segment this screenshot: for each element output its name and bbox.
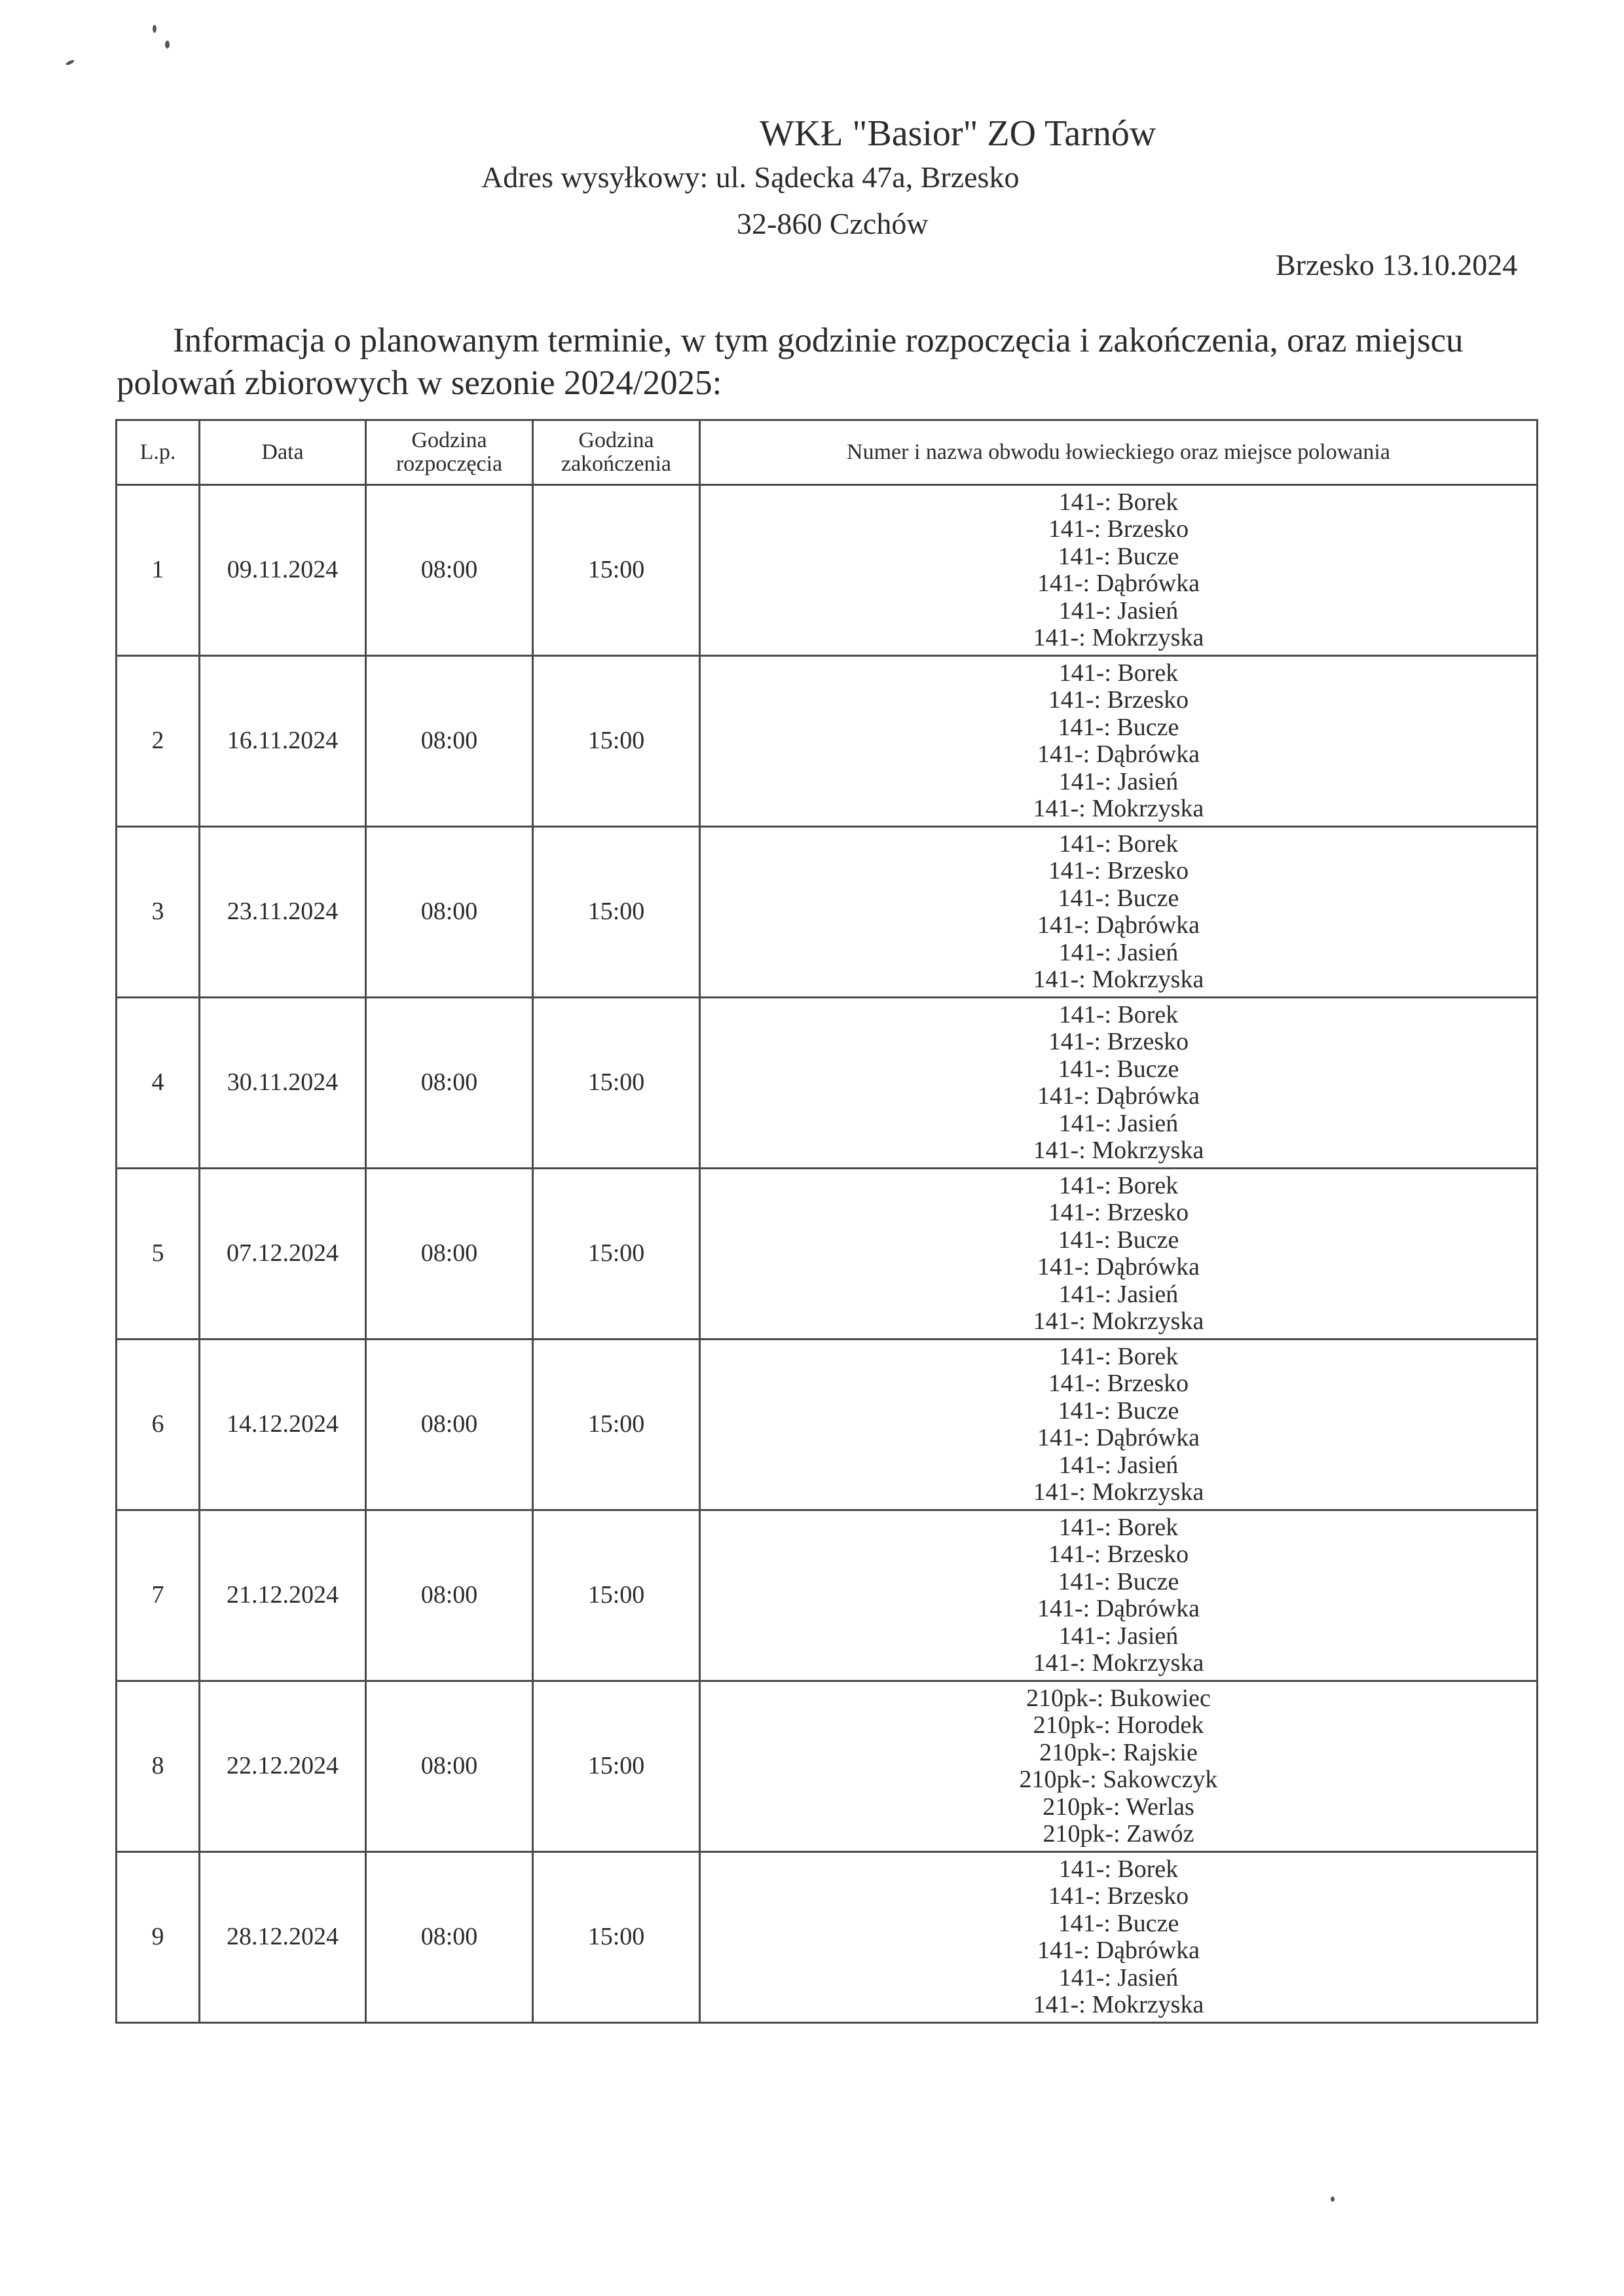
cell-date: 23.11.2024 xyxy=(200,827,366,998)
hunting-ground-entry: 141-: Brzesko xyxy=(1048,1882,1189,1910)
hunting-ground-entry: 141-: Mokrzyska xyxy=(1033,1478,1204,1506)
table-row xyxy=(117,1510,1538,1681)
cell-start-time: 08:00 xyxy=(366,1510,533,1681)
cell-start-time: 08:00 xyxy=(366,1339,533,1510)
hunting-ground-entry: 141-: Jasień xyxy=(1058,1963,1179,1992)
postal-city: 32-860 Czchów xyxy=(737,207,929,240)
hunting-ground-entry: 141-: Jasień xyxy=(1058,1622,1179,1650)
hunting-ground-entry: 141-: Dąbrówka xyxy=(1037,911,1200,939)
cell-places xyxy=(700,998,1538,1169)
hunting-ground-entry: 141-: Mokrzyska xyxy=(1033,1649,1204,1677)
hunting-ground-entry: 141-: Jasień xyxy=(1058,767,1179,795)
hunting-ground-entry: 141-: Dąbrówka xyxy=(1037,1253,1200,1281)
table-row xyxy=(117,1339,1538,1510)
hunting-ground-entry: 141-: Borek xyxy=(1058,488,1179,516)
table-row xyxy=(117,1681,1538,1852)
cell-lp: 6 xyxy=(117,1339,200,1510)
cell-end-time: 15:00 xyxy=(533,998,700,1169)
hunting-ground-entry: 141-: Bucze xyxy=(1058,713,1179,741)
hunting-ground-entry: 141-: Mokrzyska xyxy=(1033,795,1204,822)
scan-mark xyxy=(65,59,75,65)
table-row xyxy=(117,1169,1538,1339)
hunting-ground-entry: 141-: Mokrzyska xyxy=(1033,624,1204,651)
hunting-ground-entry: 210pk-: Werlas xyxy=(1043,1793,1194,1821)
cell-date: 14.12.2024 xyxy=(200,1339,366,1510)
cell-places xyxy=(700,1852,1538,2023)
cell-places xyxy=(700,1681,1538,1852)
table-row xyxy=(117,485,1538,656)
hunting-ground-entry: 141-: Borek xyxy=(1058,1855,1179,1883)
table-row xyxy=(117,1852,1538,2023)
hunting-ground-entry: 141-: Brzesko xyxy=(1048,1028,1189,1055)
scan-mark xyxy=(153,25,157,33)
cell-end-time: 15:00 xyxy=(533,1339,700,1510)
hunting-ground-entry: 141-: Dąbrówka xyxy=(1037,1595,1200,1622)
cell-start-time: 08:00 xyxy=(366,1852,533,2023)
cell-end-time: 15:00 xyxy=(533,656,700,827)
cell-start-time: 08:00 xyxy=(366,827,533,998)
hunting-ground-entry: 141-: Bucze xyxy=(1058,1055,1179,1083)
hunting-ground-entry: 141-: Jasień xyxy=(1058,938,1179,966)
cell-lp: 9 xyxy=(117,1852,200,2023)
hunting-ground-entry: 141-: Bucze xyxy=(1058,1226,1179,1254)
cell-start-time: 08:00 xyxy=(366,485,533,656)
header-start-line2: rozpoczęcia xyxy=(396,452,503,476)
hunting-ground-entry: 141-: Mokrzyska xyxy=(1033,1137,1204,1164)
cell-date: 28.12.2024 xyxy=(200,1852,366,2023)
mailing-address: Adres wysyłkowy: ul. Sądecka 47a, Brzesko xyxy=(481,160,1020,194)
header-end-line2: zakończenia xyxy=(561,452,671,476)
organization-title: WKŁ "Basior" ZO Tarnów xyxy=(760,113,1156,154)
scan-mark xyxy=(1331,2196,1335,2202)
hunting-ground-entry: 141-: Brzesko xyxy=(1048,857,1189,884)
hunting-ground-entry: 141-: Mokrzyska xyxy=(1033,1307,1204,1335)
header-end-time xyxy=(533,420,700,485)
cell-start-time: 08:00 xyxy=(366,656,533,827)
hunting-ground-entry: 141-: Borek xyxy=(1058,1342,1179,1370)
cell-date: 22.12.2024 xyxy=(200,1681,366,1852)
cell-start-time: 08:00 xyxy=(366,998,533,1169)
header-start-time xyxy=(366,420,533,485)
hunting-ground-entry: 141-: Borek xyxy=(1058,1171,1179,1199)
cell-lp: 8 xyxy=(117,1681,200,1852)
hunting-ground-entry: 210pk-: Bukowiec xyxy=(1026,1684,1211,1712)
hunting-ground-entry: 210pk-: Zawóz xyxy=(1043,1820,1194,1848)
hunting-ground-entry: 141-: Brzesko xyxy=(1048,1199,1189,1226)
cell-end-time: 15:00 xyxy=(533,1852,700,2023)
hunting-ground-entry: 141-: Borek xyxy=(1058,659,1179,687)
cell-date: 30.11.2024 xyxy=(200,998,366,1169)
table-row xyxy=(117,827,1538,998)
hunting-ground-entry: 210pk-: Horodek xyxy=(1033,1711,1204,1739)
hunting-ground-entry: 141-: Dąbrówka xyxy=(1037,1937,1200,1964)
hunting-ground-entry: 141-: Bucze xyxy=(1058,1396,1179,1425)
hunting-ground-entry: 141-: Borek xyxy=(1058,1513,1179,1541)
hunting-ground-entry: 141-: Brzesko xyxy=(1048,515,1189,543)
intro-paragraph: Informacja o planowanym terminie, w tym godzinie rozpoczęcia i zakończenia, oraz miejscu polowań zbiorowych w sezonie 2024/2025: xyxy=(117,321,1464,402)
cell-date: 21.12.2024 xyxy=(200,1510,366,1681)
hunting-ground-entry: 141-: Borek xyxy=(1058,829,1179,858)
cell-places xyxy=(700,656,1538,827)
hunting-ground-entry: 141-: Jasień xyxy=(1058,596,1179,625)
hunting-ground-entry: 141-: Jasień xyxy=(1058,1451,1179,1479)
hunting-ground-entry: 141-: Mokrzyska xyxy=(1033,1991,1204,2018)
cell-lp: 1 xyxy=(117,485,200,656)
header-date: Data xyxy=(200,420,366,485)
table-body xyxy=(117,485,1538,2023)
cell-date: 16.11.2024 xyxy=(200,656,366,827)
hunting-ground-entry: 210pk-: Rajskie xyxy=(1039,1738,1198,1766)
hunting-ground-entry: 141-: Bucze xyxy=(1058,1909,1179,1937)
hunting-ground-entry: 141-: Bucze xyxy=(1058,884,1179,912)
hunting-ground-entry: 141-: Brzesko xyxy=(1048,1370,1189,1397)
cell-date: 09.11.2024 xyxy=(200,485,366,656)
hunting-ground-entry: 141-: Dąbrówka xyxy=(1037,1082,1200,1110)
hunt-schedule-table xyxy=(115,419,1538,2024)
hunting-ground-entry: 141-: Bucze xyxy=(1058,1567,1179,1595)
place-and-date: Brzesko 13.10.2024 xyxy=(1276,248,1518,282)
hunting-ground-entry: 141-: Dąbrówka xyxy=(1037,1424,1200,1451)
table-row xyxy=(117,998,1538,1169)
hunting-ground-entry: 141-: Jasień xyxy=(1058,1280,1179,1308)
cell-places xyxy=(700,827,1538,998)
cell-places xyxy=(700,1510,1538,1681)
cell-start-time: 08:00 xyxy=(366,1681,533,1852)
cell-places xyxy=(700,485,1538,656)
hunting-ground-entry: 141-: Brzesko xyxy=(1048,686,1189,714)
cell-lp: 3 xyxy=(117,827,200,998)
hunting-ground-entry: 141-: Dąbrówka xyxy=(1037,740,1200,768)
cell-places xyxy=(700,1339,1538,1510)
hunting-ground-entry: 141-: Jasień xyxy=(1058,1109,1179,1137)
cell-places xyxy=(700,1169,1538,1339)
cell-end-time: 15:00 xyxy=(533,1681,700,1852)
cell-lp: 2 xyxy=(117,656,200,827)
hunting-ground-entry: 141-: Borek xyxy=(1058,1000,1179,1029)
cell-end-time: 15:00 xyxy=(533,827,700,998)
header-start-line1: Godzina xyxy=(411,428,487,452)
hunting-ground-entry: 141-: Brzesko xyxy=(1048,1540,1189,1568)
scan-mark xyxy=(165,41,170,48)
hunting-ground-entry: 210pk-: Sakowczyk xyxy=(1019,1766,1218,1793)
cell-lp: 5 xyxy=(117,1169,200,1339)
header-place: Numer i nazwa obwodu łowieckiego oraz miejsce polowania xyxy=(700,420,1538,485)
cell-start-time: 08:00 xyxy=(366,1169,533,1339)
hunting-ground-entry: 141-: Bucze xyxy=(1058,542,1179,570)
hunting-ground-entry: 141-: Mokrzyska xyxy=(1033,966,1204,993)
hunting-ground-entry: 141-: Dąbrówka xyxy=(1037,570,1200,597)
cell-lp: 4 xyxy=(117,998,200,1169)
cell-end-time: 15:00 xyxy=(533,1510,700,1681)
table-header-row xyxy=(117,420,1538,485)
header-end-line1: Godzina xyxy=(578,428,654,452)
cell-date: 07.12.2024 xyxy=(200,1169,366,1339)
cell-end-time: 15:00 xyxy=(533,1169,700,1339)
cell-end-time: 15:00 xyxy=(533,485,700,656)
header-lp: L.p. xyxy=(117,420,200,485)
table-row xyxy=(117,656,1538,827)
cell-lp: 7 xyxy=(117,1510,200,1681)
